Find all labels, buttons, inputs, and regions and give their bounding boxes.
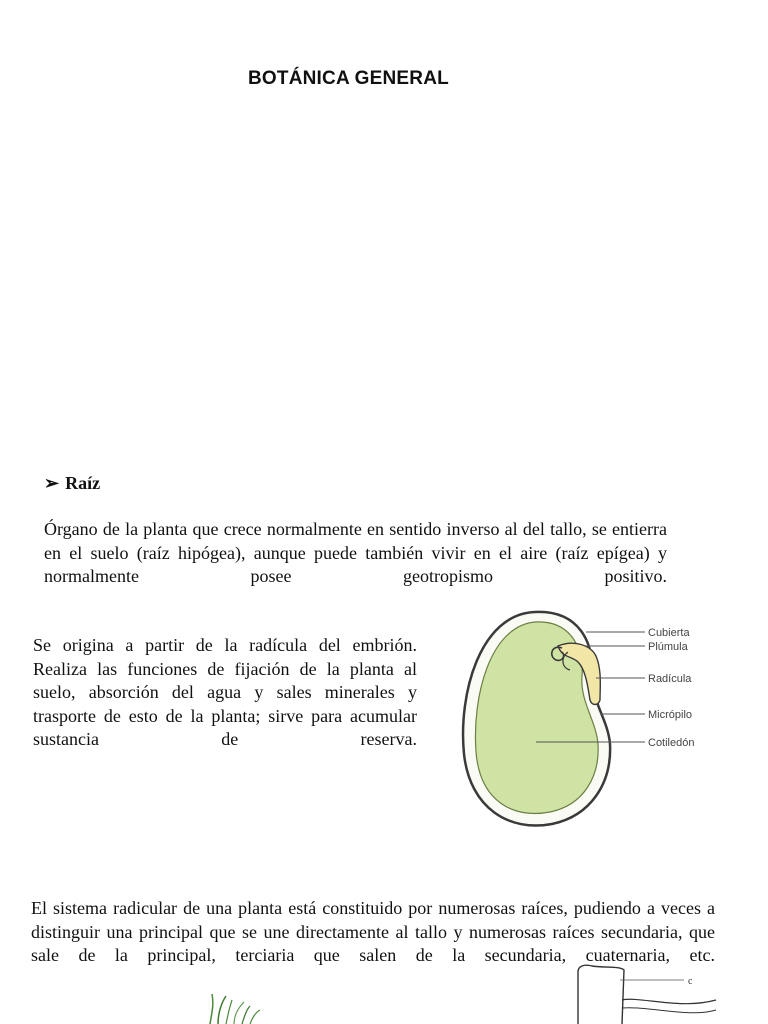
bullet-arrow-icon: ➢ xyxy=(44,473,60,493)
paragraph-definition: Órgano de la planta que crece normalmente en sentido inverso al del tallo, se entierra en el suelo (raíz hipógea), aunque puede también vivir en el aire (raíz epígea) y normalmente posee geotropismo positivo. xyxy=(44,519,667,586)
root-sketch xyxy=(560,960,760,1024)
root-sketch-label: c xyxy=(688,976,693,987)
section-heading xyxy=(44,473,100,494)
seed-diagram xyxy=(440,604,740,834)
label-cotiledon: Cotiledón xyxy=(648,737,695,749)
section-heading-label: Raíz xyxy=(65,473,101,493)
label-plumula: Plúmula xyxy=(648,641,688,653)
page-title: BOTÁNICA GENERAL xyxy=(248,68,449,89)
grass-sketch xyxy=(200,990,280,1024)
label-cubierta: Cubierta xyxy=(648,627,690,639)
label-micropilo: Micrópilo xyxy=(648,709,693,721)
label-radicula: Radícula xyxy=(648,673,692,685)
paragraph-origin: Se origina a partir de la radícula del embrión. Realiza las funciones de fijación de la planta al suelo, absorción del agua y sales minerales y trasporte de esto de la planta; sirve para acumular sustancia de reserva. xyxy=(33,635,417,749)
paragraph-root-system: El sistema radicular de una planta está constituido por numerosas raíces, pudiendo a veces a distinguir una principal que se une directamente al tallo y numerosas raíces secundaria, que sale de la principal, terciaria que salen de la secundaria, cuaternaria, etc. xyxy=(31,898,715,965)
